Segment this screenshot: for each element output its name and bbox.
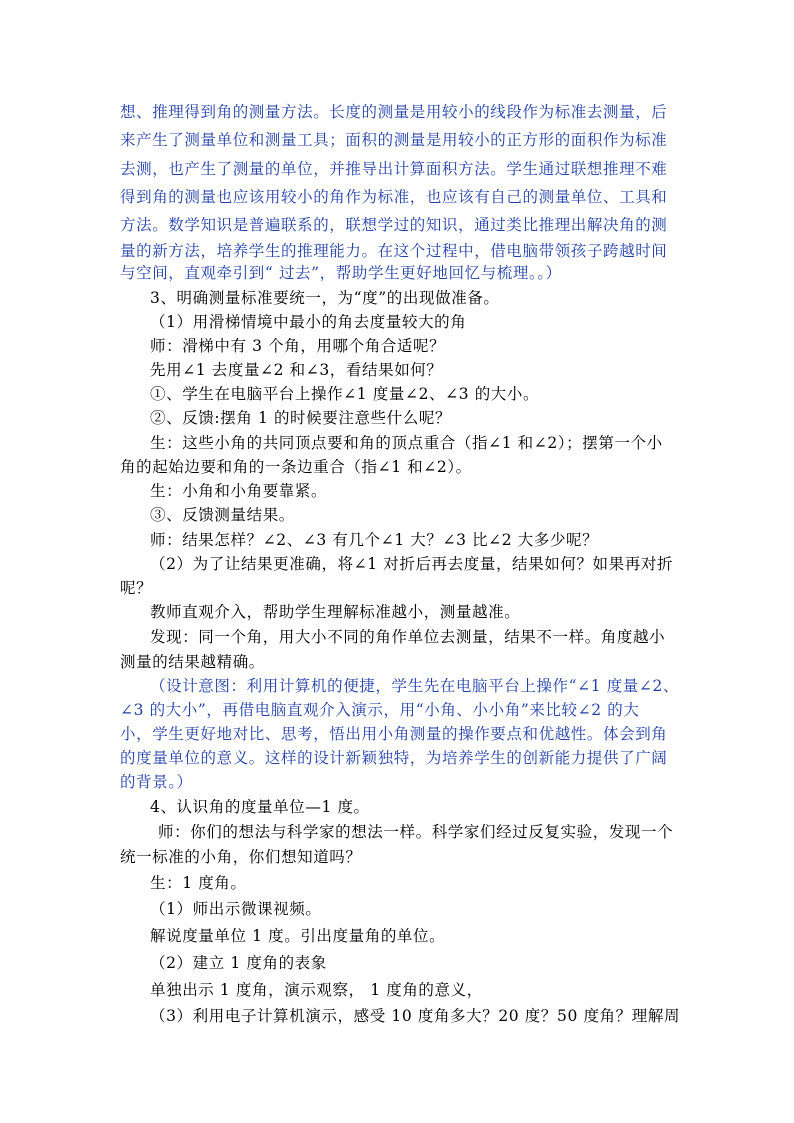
section-3-sub-2-cont: 呢？ <box>120 579 153 597</box>
section-4-heading: 4、认识角的度量单位—1 度。 <box>150 798 370 816</box>
step-3-line: ③、反馈测量结果。 <box>150 506 295 524</box>
design-intent-1-line: 方法。数学知识是普遍联系的，联想学过的知识，通过类比推理出解决角的测 <box>120 216 668 234</box>
teacher-line-cont: 统一标准的小角，你们想知道吗？ <box>120 848 362 866</box>
explanation-line: 解说度量单位 1 度。引出度量角的单位。 <box>150 927 446 945</box>
design-intent-1-line: 与空间，直观牵引到“ 过去”，帮助学生更好地回忆与梳理。。） <box>120 264 562 282</box>
section-4-sub-2: （2）建立 1 度角的表象 <box>150 954 327 972</box>
design-intent-2-line: ∠3 的大小”，再借电脑直观介入演示，用“小角、小小角”来比较∠2 的大 <box>120 701 640 719</box>
student-line: 生：小角和小角要靠紧。 <box>150 482 328 500</box>
finding-line: 发现：同一个角，用大小不同的角作单位去测量，结果不一样。角度越小 <box>150 628 666 646</box>
design-intent-2-line: 小，学生更好地对比、思考，悟出用小角测量的操作要点和优越性。体会到角 <box>120 725 668 743</box>
design-intent-1-line: 想、推理得到角的测量方法。长度的测量是用较小的线段作为标准去测量，后 <box>120 103 668 121</box>
section-3-heading: 3、明确测量标准要统一，为“度”的出现做准备。 <box>150 289 500 307</box>
student-line: 生：1 度角。 <box>150 874 247 892</box>
teacher-line: 师：你们的想法与科学家的想法一样。科学家们经过反复实验，发现一个 <box>158 823 674 841</box>
design-intent-1-line: 量的新方法，培养学生的推理能力。在这个过程中，借电脑带领孩子跨越时间 <box>120 242 668 260</box>
design-intent-2-line: 的度量单位的意义。这样的设计新颖独特，为培养学生的创新能力提供了广阔 <box>120 749 668 767</box>
teacher-line: 师：结果怎样？∠2、∠3 有几个∠1 大？∠3 比∠2 大多少呢？ <box>150 531 599 549</box>
finding-line-cont: 测量的结果越精确。 <box>120 653 265 671</box>
teacher-intervention-line: 教师直观介入，帮助学生理解标准越小，测量越准。 <box>150 603 521 621</box>
section-3-sub-1: （1）用滑梯情境中最小的角去度量较大的角 <box>150 313 467 331</box>
design-intent-2-line: 的背景。） <box>120 773 193 791</box>
demonstration-line: 单独出示 1 度角，演示观察， 1 度角的意义， <box>150 981 483 999</box>
section-4-sub-3: （3）利用电子计算机演示，感受 10 度角多大？20 度？50 度角？理解周 <box>150 1007 681 1025</box>
step-1-line: ①、学生在电脑平台上操作∠1 度量∠2、∠3 的大小。 <box>150 385 540 403</box>
student-line: 生：这些小角的共同顶点要和角的顶点重合（指∠1 和∠2）；摆第一个小 <box>150 434 663 452</box>
section-4-sub-1: （1）师出示微课视频。 <box>150 900 322 918</box>
design-intent-1-line: 来产生了测量单位和测量工具；面积的测量是用较小的正方形的面积作为标准 <box>120 131 668 149</box>
student-line-cont: 角的起始边要和角的一条边重合（指∠1 和∠2）。 <box>120 458 472 476</box>
instruction-line: 先用∠1 去度量∠2 和∠3，看结果如何？ <box>150 361 443 379</box>
design-intent-2-line: （设计意图：利用计算机的便捷，学生先在电脑平台上操作“∠1 度量∠2、 <box>150 677 680 695</box>
section-3-sub-2: （2）为了让结果更准确，将∠1 对折后再去度量，结果如何？如果再对折 <box>150 555 674 573</box>
step-2-line: ②、反馈:摆角 1 的时候要注意些什么呢？ <box>150 409 452 427</box>
teacher-line: 师：滑梯中有 3 个角，用哪个角合适呢？ <box>150 337 446 355</box>
design-intent-1-line: 去测，也产生了测量的单位，并推导出计算面积方法。学生通过联想推理不难 <box>120 160 668 178</box>
design-intent-1-line: 得到角的测量也应该用较小的角作为标准，也应该有自己的测量单位、工具和 <box>120 188 668 206</box>
